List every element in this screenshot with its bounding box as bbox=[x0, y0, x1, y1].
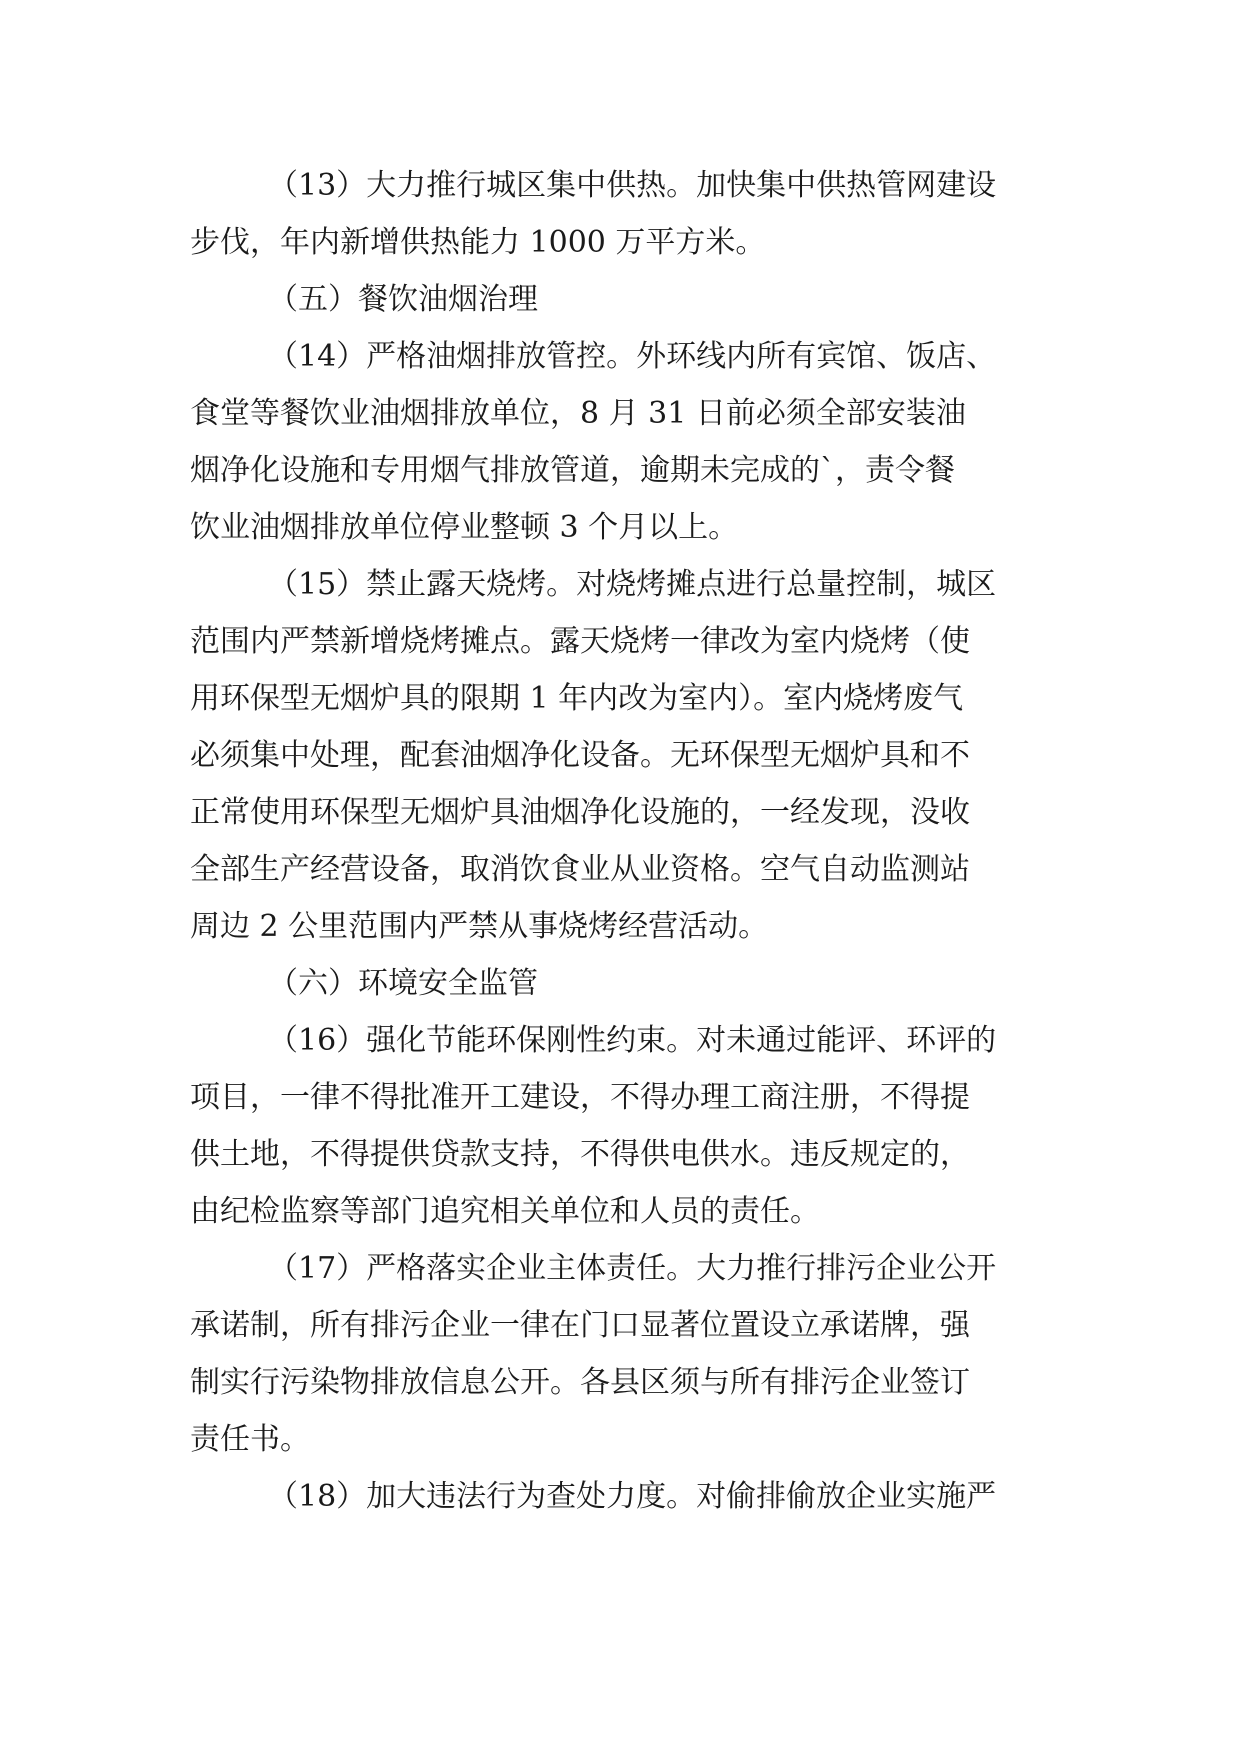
paragraph-17-line-1: （17）严格落实企业主体责任。大力推行排污企业公开 bbox=[268, 1251, 997, 1286]
paragraph-13-line-1: （13）大力推行城区集中供热。加快集中供热管网建设 bbox=[268, 168, 997, 203]
paragraph-15-line-5: 正常使用环保型无烟炉具油烟净化设施的，一经发现，没收 bbox=[190, 795, 970, 830]
paragraph-15-line-3: 用环保型无烟炉具的限期 1 年内改为室内）。室内烧烤废气 bbox=[190, 681, 964, 716]
paragraph-17-line-2: 承诺制，所有排污企业一律在门口显著位置设立承诺牌，强 bbox=[190, 1308, 970, 1343]
paragraph-16-line-1: （16）强化节能环保刚性约束。对未通过能评、环评的 bbox=[268, 1023, 997, 1058]
paragraph-15-line-1: （15）禁止露天烧烤。对烧烤摊点进行总量控制，城区 bbox=[268, 567, 997, 602]
paragraph-17-line-4: 责任书。 bbox=[190, 1422, 310, 1457]
paragraph-14-line-3: 烟净化设施和专用烟气排放管道，逾期未完成的`，责令餐 bbox=[190, 453, 955, 488]
paragraph-15-line-6: 全部生产经营设备，取消饮食业从业资格。空气自动监测站 bbox=[190, 852, 970, 887]
section-heading-6: （六）环境安全监管 bbox=[268, 966, 538, 1001]
paragraph-14-line-2: 食堂等餐饮业油烟排放单位，8 月 31 日前必须全部安装油 bbox=[190, 396, 966, 431]
paragraph-16-line-2: 项目，一律不得批准开工建设，不得办理工商注册，不得提 bbox=[190, 1080, 970, 1115]
paragraph-14-line-1: （14）严格油烟排放管控。外环线内所有宾馆、饭店、 bbox=[268, 339, 997, 374]
paragraph-13-line-2: 步伐，年内新增供热能力 1000 万平方米。 bbox=[190, 225, 766, 260]
section-heading-5: （五）餐饮油烟治理 bbox=[268, 282, 538, 317]
paragraph-15-line-2: 范围内严禁新增烧烤摊点。露天烧烤一律改为室内烧烤（使 bbox=[190, 624, 970, 659]
paragraph-14-line-4: 饮业油烟排放单位停业整顿 3 个月以上。 bbox=[190, 510, 739, 545]
paragraph-15-line-7: 周边 2 公里范围内严禁从事烧烤经营活动。 bbox=[190, 909, 769, 944]
paragraph-16-line-4: 由纪检监察等部门追究相关单位和人员的责任。 bbox=[190, 1194, 820, 1229]
paragraph-18-line-1: （18）加大违法行为查处力度。对偷排偷放企业实施严 bbox=[268, 1479, 997, 1514]
paragraph-17-line-3: 制实行污染物排放信息公开。各县区须与所有排污企业签订 bbox=[190, 1365, 970, 1400]
paragraph-15-line-4: 必须集中处理，配套油烟净化设备。无环保型无烟炉具和不 bbox=[190, 738, 970, 773]
paragraph-16-line-3: 供土地，不得提供贷款支持，不得供电供水。违反规定的， bbox=[190, 1137, 970, 1172]
